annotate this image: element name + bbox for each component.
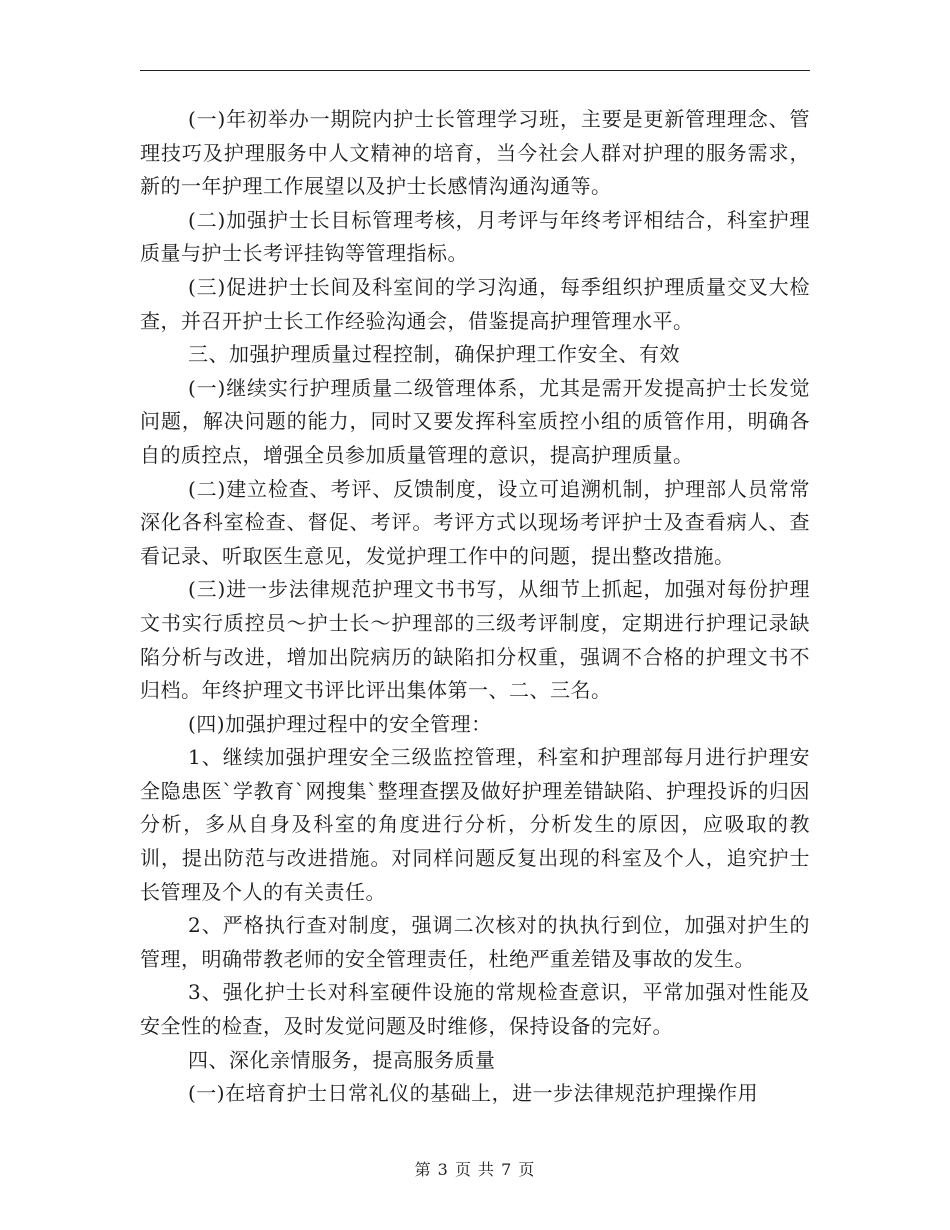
paragraph-7: (四)加强护理过程中的安全管理： [188, 711, 492, 736]
page-number: 第 3 页 共 7 页 [414, 1160, 536, 1179]
paragraph-10: 3、强化护士长对科室硬件设施的常规检查意识，平常加强对性能及安全性的检查，及时发觉问题及时维修，保持设备的完好。 [140, 980, 810, 1039]
paragraph-5: (二)建立检查、考评、反馈制度，设立可追溯机制，护理部人员常常深化各科室检查、督促、考评。考评方式以现场考评护士及查看病人、查看记录、听取医生意见，发觉护理工作中的问题，提出整改措施。 [140, 476, 810, 568]
paragraph-4: (一)继续实行护理质量二级管理体系，尤其是需开发提高护士长发觉问题，解决问题的能力，同时又要发挥科室质控小组的质管作用，明确各自的质控点，增强全员参加质量管理的意识，提高护理质量。 [140, 375, 810, 467]
paragraph-6: (三)进一步法律规范护理文书书写，从细节上抓起，加强对每份护理文书实行质控员～护士长～护理部的三级考评制度，定期进行护理记录缺陷分析与改进，增加出院病历的缺陷扣分权重，强调不合格的护理文书不归档。年终护理文书评比评出集体第一、二、三名。 [140, 577, 810, 703]
paragraph-2: (二)加强护士长目标管理考核，月考评与年终考评相结合，科室护理质量与护士长考评挂钩等管理指标。 [140, 207, 810, 266]
section-heading-3: 三、加强护理质量过程控制，确保护理工作安全、有效 [188, 342, 680, 367]
paragraph-3: (三)促进护士长间及科室间的学习沟通，每季组织护理质量交叉大检查，并召开护士长工作经验沟通会，借鉴提高护理管理水平。 [140, 274, 810, 333]
paragraph-11: (一)在培育护士日常礼仪的基础上，进一步法律规范护理操作用 [188, 1081, 759, 1106]
document-body [140, 103, 810, 1111]
paragraph-1: (一)年初举办一期院内护士长管理学习班，主要是更新管理理念、管理技巧及护理服务中人文精神的培育，当今社会人群对护理的服务需求，新的一年护理工作展望以及护士长感情沟通沟通等。 [140, 107, 810, 199]
paragraph-8: 1、继续加强护理安全三级监控管理，科室和护理部每月进行护理安全隐患医`学教育`网搜集`整理查摆及做好护理差错缺陷、护理投诉的归因分析，多从自身及科室的角度进行分析，分析发生的原因，应吸取的教训，提出防范与改进措施。对同样问题反复出现的科室及个人，追究护士长管理及个人的有关责任。 [140, 745, 810, 904]
header-rule [140, 70, 810, 71]
paragraph-9: 2、严格执行查对制度，强调二次核对的执执行到位，加强对护生的管理，明确带教老师的安全管理责任，杜绝严重差错及事故的发生。 [140, 913, 810, 971]
section-heading-4: 四、深化亲情服务，提高服务质量 [188, 1047, 496, 1072]
